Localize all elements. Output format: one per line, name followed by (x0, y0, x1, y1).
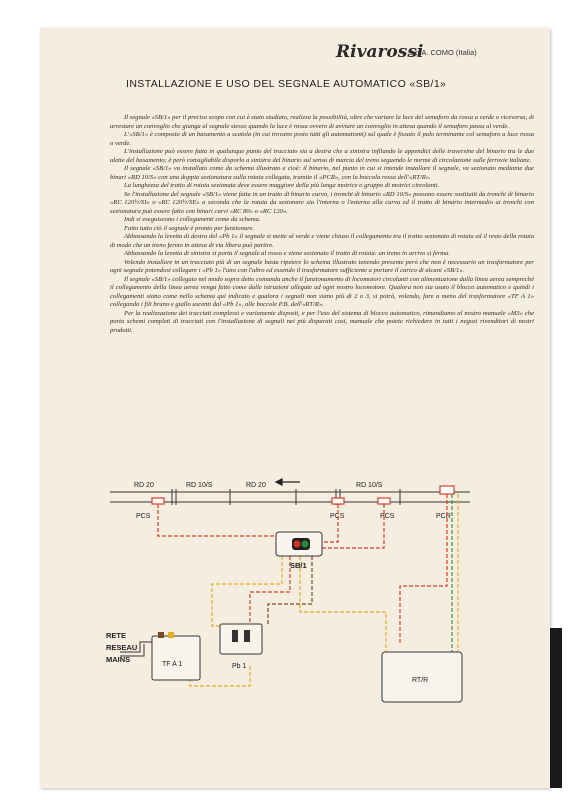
signal-base (276, 532, 322, 556)
page-title: INSTALLAZIONE E USO DEL SEGNALE AUTOMATICO «SB/1» (126, 78, 447, 90)
pcr-label: PCR (436, 513, 451, 520)
left-lever (232, 630, 238, 642)
track-label-rd20: RD 20 (134, 482, 154, 489)
paragraph: Se l'installazione del segnale «SB/1» viene fatta in un tratto di binario curvo, i tronchi di binario «RD 10/S» possono essere sostituiti da tronchi di binario «RC 120½/SI» o «RC 120½/SE» a seconda che la rotaia da sezionare sia l'interna o l'esterna alla curva ed il tratto di binario intermedio ai tronchi con sezionatura può essere fatto con binari curvi «RC 80» o «RC 120». (110, 190, 534, 215)
pcs-connector (332, 498, 344, 504)
supply-label-reseau: RESEAU (106, 643, 138, 652)
instruction-sheet (40, 28, 550, 788)
control-panel-pb1 (220, 624, 262, 654)
brand-logo: Rivarossi (336, 42, 424, 62)
transformer-label: TF A 1 (162, 661, 183, 668)
track-label-rd10s: RD 10/S (186, 482, 213, 489)
wiring-diagram (100, 476, 540, 716)
signal-red-lamp (294, 541, 301, 548)
pb1-label: Pb 1 (232, 663, 247, 670)
rtr-label: RT/R (412, 677, 429, 684)
pcs-label: PCS (330, 513, 345, 520)
paragraph: Abbassando la levetta di destra del «Pb 1» il segnale si mette al verde e viene chiuso il collegamento tra il tratto sezionato di rotaia ed il resto della rotaia di modo che un treno fermo in attesa di via libera può partire. (110, 233, 534, 249)
pcs-connector (378, 498, 390, 504)
signal-green-lamp (302, 541, 309, 548)
paragraph: Il segnale «SB/1» per il preciso scopo con cui è stato studiato, realizza la possibilità, oltre che variare la luce del semaforo da rossa a verde o viceversa, di arrestare un convoglio che giunga al segnale stesso quando la luce è rossa ovvero di avviare un convoglio in attesa quando il semaforo passa al verde. (110, 114, 534, 130)
pcs-label: PCS (380, 513, 395, 520)
supply-label-mains: MAINS (106, 655, 131, 664)
paragraph: Per la realizzazione dei tracciati complessi e variamente disposti, e per l'uso del sistema di blocco automatico, rimandiamo al nostro manuale «M3» che porta schemi completi di tracciati con l'installazione di segnali nei più disparati casi, manuale che potete richiedere in tutti i negozi rivenditori di nostri prodotti. (110, 309, 534, 334)
track-label-rd20: RD 20 (246, 482, 266, 489)
direction-arrow (276, 479, 300, 485)
paragraph: L'«SB/1» è composto di un basamento a scatola (in cui trovano posto tutti gli automatismi) sul quale è fissato il palo terminante col semaforo a luce rossa o verde. (110, 131, 534, 147)
company-location: S.p.A. COMO (Italia) (408, 48, 477, 57)
pcr-connector (440, 486, 454, 494)
paragraph: Il segnale «SB/1» va installato come da schema illustrato e cioè: il binario, nel punto in cui si intende installare il segnale, va sezionato mediante due binari «RD 10/S» con una doppia sezionatura sulla rotaia collegata, tramite il «PCR», con la boccola rossa dell'«RT/R». (110, 165, 534, 181)
paragraph: Abbassando la levetta di sinistra si porta il segnale al rosso e viene sezionato il tratto di rotaia: un treno in arrivo si ferma. (124, 250, 451, 257)
paragraph: Indi si eseguiscono i collegamenti come da schema. (124, 216, 261, 223)
supply-label-rete: RETE (106, 631, 127, 640)
paragraph: Il segnale «SB/1» collegato nel modo sopra detto comanda anche il funzionamento di locomotori circolanti con alimentazione dalla linea aerea sempreché il collegamento della linea aerea venga fatto come dalle istruzioni allegate ad ogni nostro locomotore. Qualora non sia usato il blocco automatico e quindi i collegamenti siano come nello schema qui indicato e qualora i segnali non siano più di 2 o 3, si potrà, volendo, fare a meno del trasformatore «TF A 1» collegando i fili bruno e giallo uscenti dal «Pb 1», alle boccole P.B. dell'«RT/R». (110, 275, 534, 308)
transformer-box (152, 632, 200, 680)
pcs-connector (152, 498, 164, 504)
track-label-rd10s: RD 10/S (356, 482, 383, 489)
pcs-label: PCS (136, 513, 151, 520)
signal-label: SB/1 (290, 561, 307, 570)
instructions-body (110, 114, 534, 335)
paragraph: L'installazione può essere fatta in qualunque punto del tracciato sia a destra che a sinistra infilando le appendici delle traversine del binario tra le due alette del basamento; è però consigliabile disporlo a sinistra del binario sul senso di marcia del treno seguendo le norme di circolazione sulle ferrovie italiane. (110, 148, 534, 164)
right-lever (244, 630, 250, 642)
paragraph: Volendo installare in un tracciato più di un segnale basta ripetere lo schema illustrato tenendo presente però che non è necessario un trasformatore per ogni segnale potendosi collegare i «Pb 1» l'uno con l'altro ed essendo il trasformatore sufficiente a portare il carico di alcuni «SB/1». (110, 258, 534, 274)
paragraph: La lunghezza del tratto di rotaia sezionata deve essere maggiore della più lunga motrice o gruppo di motrici circolanti. (124, 182, 440, 189)
paragraph: Fatto tutto ciò il segnale è pronto per funzionare. (124, 224, 255, 232)
